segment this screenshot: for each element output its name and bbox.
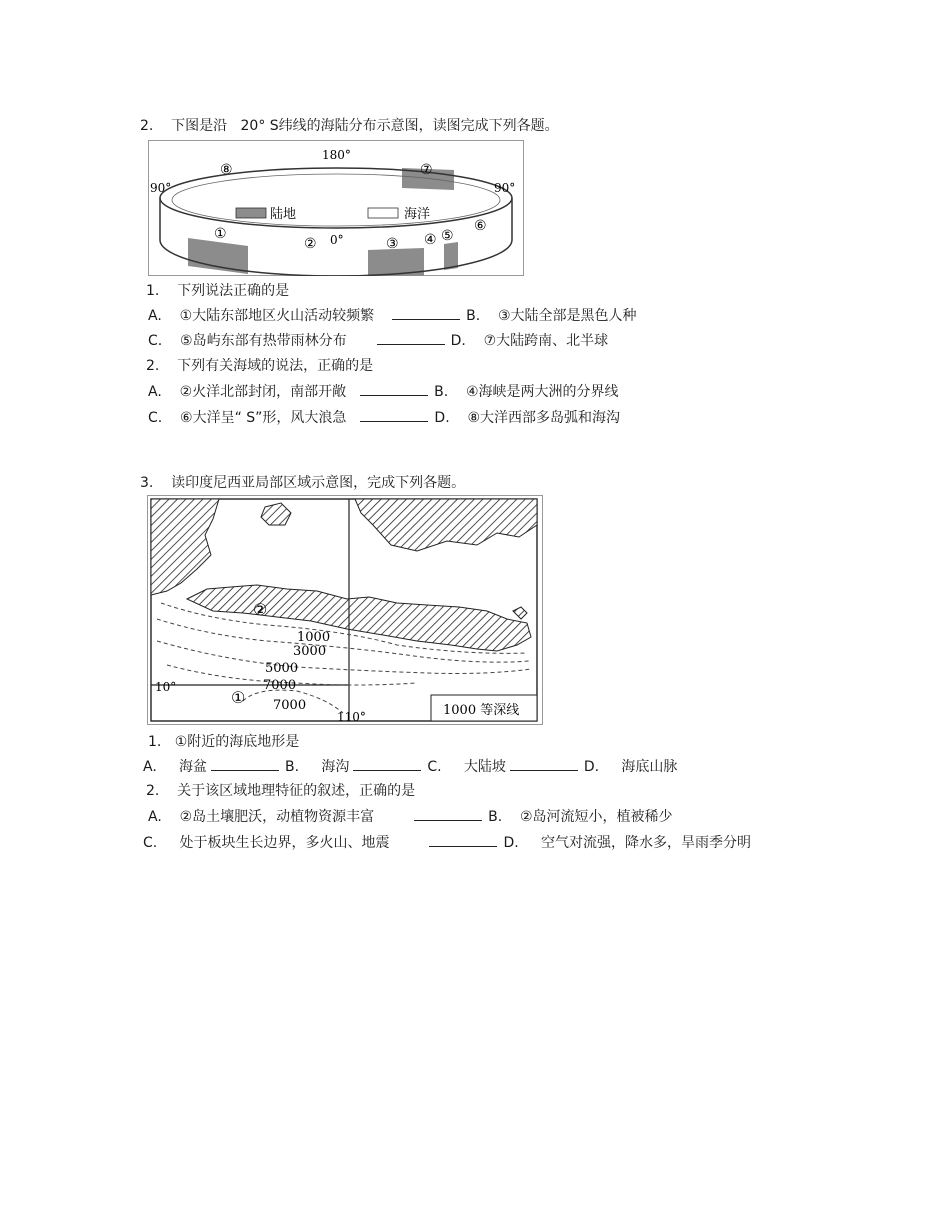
label-lat-10: 10°: [155, 680, 177, 694]
answer-blank: [510, 758, 578, 771]
label-90-right: 90°: [494, 181, 516, 195]
indonesia-map: [147, 495, 543, 729]
option-b[interactable]: B. 海沟: [285, 759, 350, 775]
answer-blank: [211, 758, 279, 771]
marker-point-1: ①: [231, 688, 246, 707]
option-d[interactable]: D. ⑧大洋西部多岛弧和海沟: [434, 410, 621, 426]
marker-island-2: ②: [253, 600, 268, 619]
answer-blank: [377, 332, 445, 345]
option-a[interactable]: A. ①大陆东部地区火山活动较频繁: [148, 308, 375, 324]
q2-sub1-row1: [148, 307, 637, 325]
option-b[interactable]: B. ④海峡是两大洲的分界线: [434, 384, 619, 400]
q3-sub2-row1: [148, 808, 673, 826]
label-depth-1000: 1000: [297, 630, 331, 645]
option-d[interactable]: D. 海底山脉: [583, 759, 678, 775]
option-b[interactable]: B. ②岛河流短小，植被稀少: [488, 809, 673, 825]
option-a[interactable]: A. ②岛土壤肥沃，动植物资源丰富: [148, 809, 375, 825]
label-90-left: 90°: [150, 181, 172, 195]
latitude-diagram: [148, 140, 524, 280]
marker-6: ⑥: [474, 218, 487, 234]
label-depth-7000-a: 7000: [263, 678, 297, 693]
marker-7: ⑦: [420, 162, 433, 178]
answer-blank: [353, 758, 421, 771]
option-b[interactable]: B. ③大陆全部是黑色人种: [466, 308, 637, 324]
q2-sub1-row2: [148, 332, 608, 350]
option-a[interactable]: A. ②火洋北部封闭，南部开敞: [148, 384, 347, 400]
option-a[interactable]: A. 海盆: [143, 759, 208, 775]
label-0: 0°: [330, 233, 344, 247]
label-lon-110: 110°: [337, 710, 366, 724]
label-180: 180°: [322, 148, 351, 162]
label-depth-3000: 3000: [293, 644, 327, 659]
marker-1: ①: [214, 226, 227, 242]
option-c[interactable]: C. ⑥大洋呈“ S”形，风大浪急: [148, 410, 347, 426]
label-depth-5000: 5000: [265, 661, 299, 676]
q2-sub1-stem: 1. 下列说法正确的是: [146, 283, 290, 299]
q2-sub2-row2: [148, 409, 620, 427]
marker-5: ⑤: [441, 228, 454, 244]
legend-ocean-label: 海洋: [404, 207, 431, 222]
q3-sub2-row2: [143, 834, 751, 852]
marker-4: ④: [424, 232, 437, 248]
q2-sub2-row1: [148, 383, 619, 401]
q3-stem: 3. 读印度尼西亚局部区域示意图，完成下列各题。: [140, 475, 466, 491]
marker-2: ②: [304, 236, 317, 252]
option-c[interactable]: C. 大陆坡: [427, 759, 506, 775]
label-depth-7000-b: 7000: [273, 698, 307, 713]
q3-sub2-stem: 2. 关于该区域地理特征的叙述，正确的是: [146, 783, 416, 799]
legend-ocean-swatch: [368, 208, 398, 218]
option-c[interactable]: C. ⑤岛屿东部有热带雨林分布: [148, 333, 347, 349]
q3-sub1-row: [143, 758, 677, 776]
answer-blank: [414, 808, 482, 821]
answer-blank: [360, 409, 428, 422]
legend-isobath-label: 1000 等深线: [443, 703, 520, 718]
q3-sub1-stem: 1. ①附近的海底地形是: [148, 734, 300, 750]
legend-land-swatch: [236, 208, 266, 218]
option-c[interactable]: C. 处于板块生长边界，多火山、地震: [143, 835, 390, 851]
answer-blank: [429, 834, 497, 847]
option-d[interactable]: D. 空气对流强，降水多，旱雨季分明: [503, 835, 751, 851]
answer-blank: [392, 307, 460, 320]
marker-8: ⑧: [220, 162, 233, 178]
answer-blank: [360, 383, 428, 396]
option-d[interactable]: D. ⑦大陆跨南、北半球: [450, 333, 609, 349]
q2-sub2-stem: 2. 下列有关海域的说法，正确的是: [146, 358, 374, 374]
q2-stem: 2. 下图是沿 20° S纬线的海陆分布示意图，读图完成下列各题。: [140, 118, 559, 134]
legend-land-label: 陆地: [270, 207, 297, 222]
marker-3: ③: [386, 236, 399, 252]
